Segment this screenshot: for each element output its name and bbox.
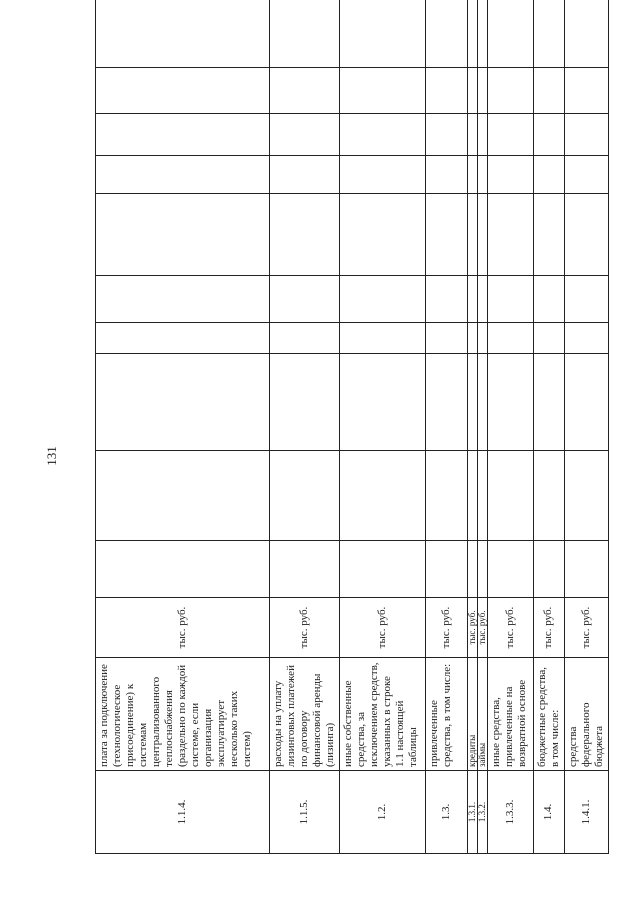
empty-cell — [270, 194, 340, 276]
empty-cell — [339, 276, 425, 323]
funding-sources-table — [95, 0, 609, 854]
empty-cell — [339, 451, 425, 541]
empty-cell — [467, 156, 477, 194]
empty-cell — [467, 276, 477, 323]
empty-cell — [564, 194, 608, 276]
row-unit: тыс. руб. — [487, 598, 533, 658]
table-stage — [95, 74, 605, 854]
table-row — [96, 0, 270, 854]
empty-cell — [339, 194, 425, 276]
empty-cell — [425, 354, 467, 451]
empty-cell — [487, 0, 533, 68]
table-row — [270, 0, 340, 854]
empty-cell — [339, 0, 425, 68]
empty-cell — [487, 276, 533, 323]
empty-cell — [477, 156, 487, 194]
row-name: расходы на уплату лизинговых платежей по договору финансовой аренды (лизинга) — [270, 658, 340, 771]
empty-cell — [564, 68, 608, 114]
empty-cell — [270, 451, 340, 541]
empty-cell — [339, 323, 425, 354]
empty-cell — [477, 276, 487, 323]
empty-cell — [533, 194, 564, 276]
empty-cell — [270, 354, 340, 451]
empty-cell — [339, 541, 425, 598]
empty-cell — [487, 68, 533, 114]
empty-cell — [96, 156, 270, 194]
empty-cell — [487, 541, 533, 598]
table-row — [564, 0, 608, 854]
empty-cell — [533, 0, 564, 68]
row-unit: тыс. руб. — [425, 598, 467, 658]
empty-cell — [564, 276, 608, 323]
empty-cell — [533, 451, 564, 541]
row-unit: тыс. руб. — [564, 598, 608, 658]
table-row — [477, 0, 487, 854]
row-number: 1.1.4. — [96, 771, 270, 854]
empty-cell — [96, 0, 270, 68]
empty-cell — [96, 276, 270, 323]
empty-cell — [425, 114, 467, 156]
empty-cell — [467, 114, 477, 156]
empty-cell — [339, 114, 425, 156]
empty-cell — [270, 541, 340, 598]
empty-cell — [339, 354, 425, 451]
empty-cell — [467, 0, 477, 68]
empty-cell — [533, 68, 564, 114]
empty-cell — [270, 323, 340, 354]
empty-cell — [487, 156, 533, 194]
empty-cell — [477, 541, 487, 598]
empty-cell — [533, 354, 564, 451]
empty-cell — [96, 114, 270, 156]
empty-cell — [564, 354, 608, 451]
row-number: 1.3.2. — [477, 771, 487, 854]
table-row — [487, 0, 533, 854]
page-number: 131 — [43, 446, 59, 466]
empty-cell — [564, 0, 608, 68]
empty-cell — [487, 194, 533, 276]
empty-cell — [477, 323, 487, 354]
empty-cell — [477, 0, 487, 68]
empty-cell — [425, 323, 467, 354]
empty-cell — [96, 68, 270, 114]
empty-cell — [477, 354, 487, 451]
empty-cell — [564, 114, 608, 156]
empty-cell — [96, 323, 270, 354]
row-name: привлеченные средства, в том числе: — [425, 658, 467, 771]
empty-cell — [96, 354, 270, 451]
empty-cell — [425, 541, 467, 598]
row-name: бюджетные средства, в том числе: — [533, 658, 564, 771]
table-row — [425, 0, 467, 854]
row-number: 1.3. — [425, 771, 467, 854]
empty-cell — [487, 354, 533, 451]
row-number: 1.1.5. — [270, 771, 340, 854]
empty-cell — [467, 451, 477, 541]
empty-cell — [96, 541, 270, 598]
empty-cell — [477, 68, 487, 114]
row-name: средства федерального бюджета — [564, 658, 608, 771]
empty-cell — [467, 68, 477, 114]
empty-cell — [564, 156, 608, 194]
empty-cell — [533, 323, 564, 354]
empty-cell — [533, 541, 564, 598]
row-name: иные собственные средства, за исключением средств, указанных в строке 1.1 настоящей таблицы — [339, 658, 425, 771]
empty-cell — [487, 451, 533, 541]
row-unit: тыс. руб. — [533, 598, 564, 658]
empty-cell — [96, 194, 270, 276]
row-number: 1.4.1. — [564, 771, 608, 854]
empty-cell — [487, 323, 533, 354]
table-row — [467, 0, 477, 854]
row-number: 1.2. — [339, 771, 425, 854]
empty-cell — [425, 451, 467, 541]
empty-cell — [270, 276, 340, 323]
empty-cell — [477, 194, 487, 276]
empty-cell — [467, 194, 477, 276]
row-unit: тыс. руб. — [477, 598, 487, 658]
row-name: иные средства, привлеченные на возвратной основе — [487, 658, 533, 771]
empty-cell — [564, 451, 608, 541]
empty-cell — [467, 354, 477, 451]
row-unit: тыс. руб. — [467, 598, 477, 658]
empty-cell — [477, 114, 487, 156]
empty-cell — [425, 68, 467, 114]
empty-cell — [487, 114, 533, 156]
empty-cell — [533, 276, 564, 323]
empty-cell — [467, 541, 477, 598]
table-row — [533, 0, 564, 854]
empty-cell — [533, 156, 564, 194]
empty-cell — [533, 114, 564, 156]
row-name: кредиты — [467, 658, 477, 771]
empty-cell — [425, 194, 467, 276]
table-row — [339, 0, 425, 854]
rotated-page — [95, 74, 605, 854]
row-unit: тыс. руб. — [270, 598, 340, 658]
empty-cell — [270, 0, 340, 68]
empty-cell — [425, 276, 467, 323]
row-unit: тыс. руб. — [96, 598, 270, 658]
row-name: плата за подключение (технологическое присоединение) к системам централизованного теплоснабжения (раздельно по каждой системе, если организация эксплуатирует несколько таких систем) — [96, 658, 270, 771]
row-number: 1.3.1. — [467, 771, 477, 854]
empty-cell — [564, 541, 608, 598]
empty-cell — [467, 323, 477, 354]
empty-cell — [339, 156, 425, 194]
empty-cell — [425, 0, 467, 68]
empty-cell — [339, 68, 425, 114]
empty-cell — [564, 323, 608, 354]
row-unit: тыс. руб. — [339, 598, 425, 658]
empty-cell — [477, 451, 487, 541]
empty-cell — [96, 451, 270, 541]
empty-cell — [425, 156, 467, 194]
empty-cell — [270, 68, 340, 114]
empty-cell — [270, 114, 340, 156]
row-number: 1.4. — [533, 771, 564, 854]
row-number: 1.3.3. — [487, 771, 533, 854]
row-name: займы — [477, 658, 487, 771]
empty-cell — [270, 156, 340, 194]
